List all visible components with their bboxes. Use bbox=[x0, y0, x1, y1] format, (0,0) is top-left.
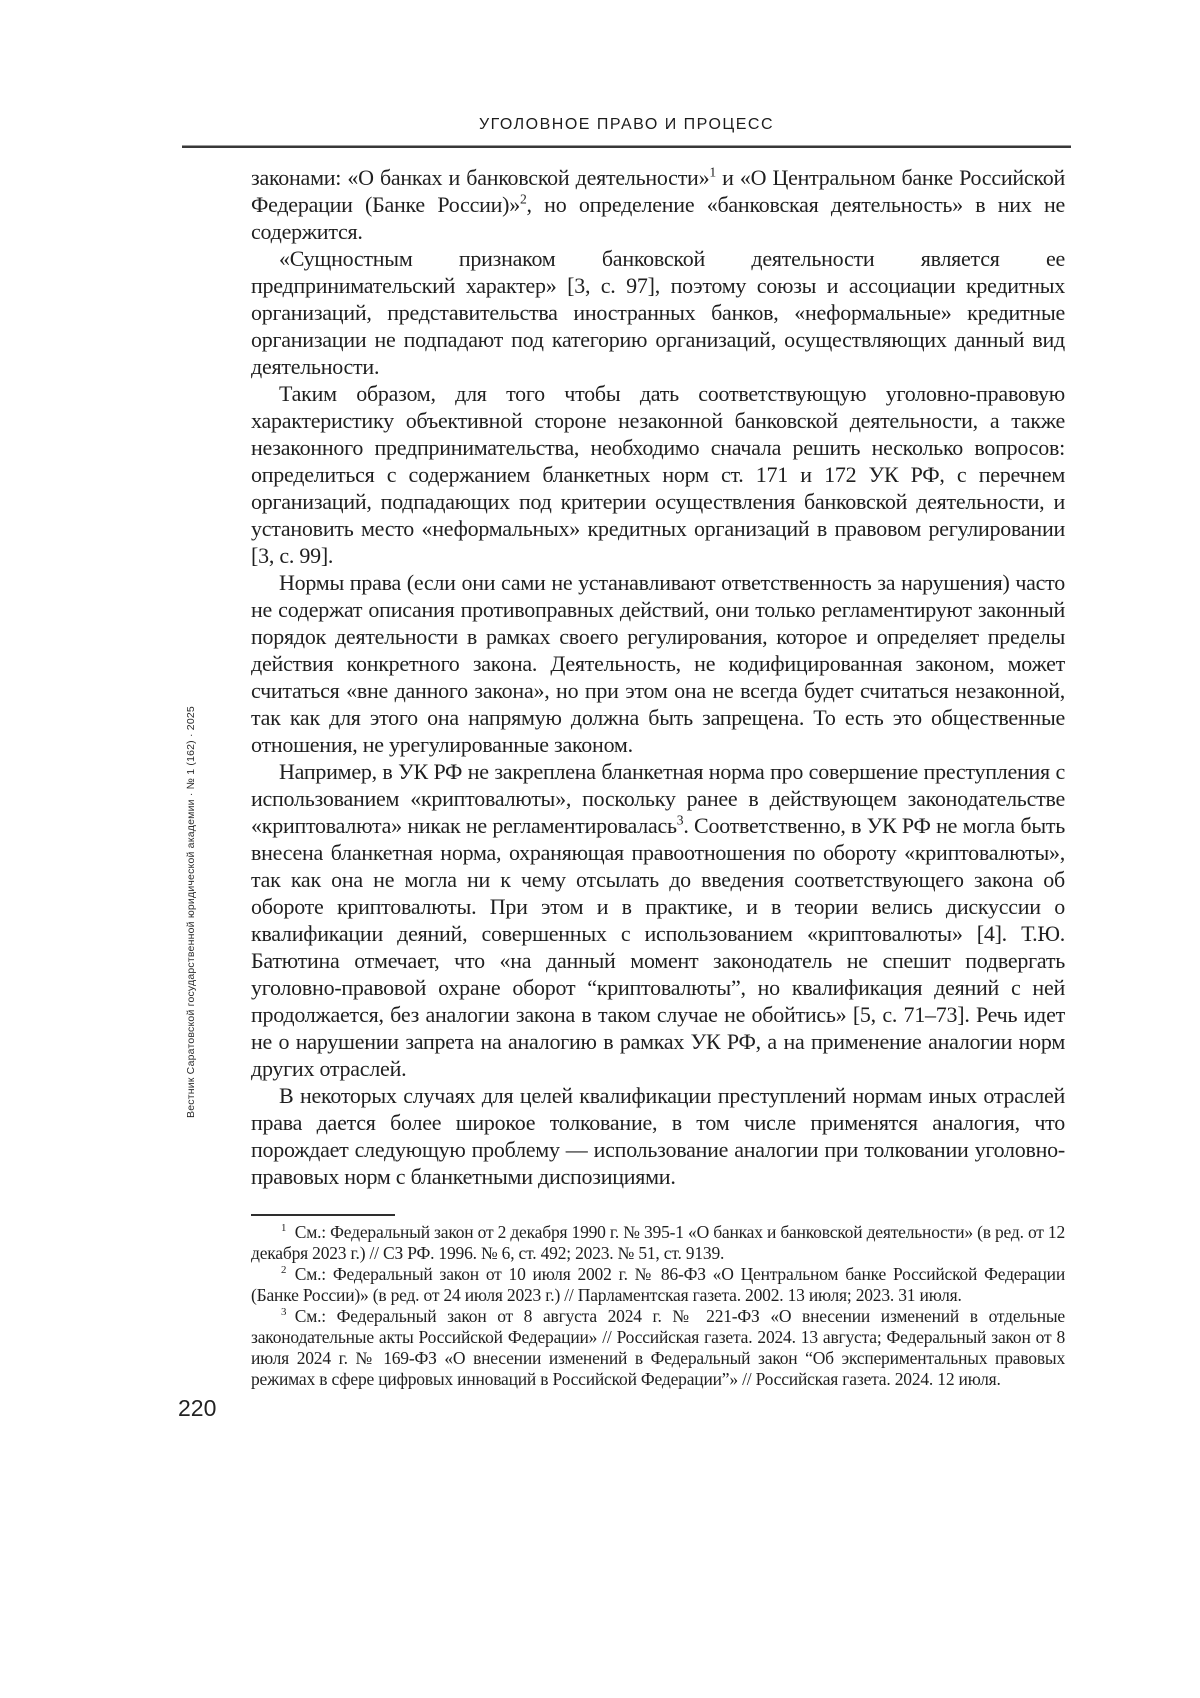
journal-title-vertical: Вестник Саратовской государственной юридической академии · № 1 (162) · 2025 bbox=[185, 706, 197, 1118]
footnotes-list bbox=[251, 1222, 1065, 1390]
footnote-item: $^2$ См.: Федеральный закон от 10 июля 2002 г. № 86-ФЗ «О Центральном банке Российской Федерации (Банке России)» (в ред. от 24 июля 2023 г.) // Парламентская газета. 2002. 13 июля; 2023. 31 июля. bbox=[251, 1264, 1065, 1305]
footnote-number: 1 bbox=[281, 1222, 287, 1235]
footnote-number: 3 bbox=[281, 1306, 287, 1319]
paragraph: «Сущностным признаком банковской деятельности является ее предпринимательский характер» [3, с. 97], поэтому союзы и ассоциации кредитных организаций, представительства иностранных банков, «неформальные» кредитные организации не подпадают под категорию организаций, осуществляющих данный вид деятельности. bbox=[251, 246, 1065, 379]
footnote-ref: 3 bbox=[676, 812, 684, 828]
footnote-item: $^1$ См.: Федеральный закон от 2 декабря 1990 г. № 395-1 «О банках и банковской деятельности» (в ред. от 12 декабря 2023 г.) // СЗ РФ. 1996. № 6, ст. 492; 2023. № 51, ст. 9139. bbox=[251, 1222, 1065, 1263]
paragraph: В некоторых случаях для целей квалификации преступлений нормам иных отраслей права дается более широкое толкование, в том числе применятся аналогия, что порождает следующую проблему — использование аналогии при толковании уголовно-правовых норм с бланкетными диспозициями. bbox=[251, 1083, 1065, 1189]
footnote-ref: 2 bbox=[519, 191, 527, 207]
footnote-separator bbox=[251, 1214, 395, 1216]
body-text bbox=[251, 164, 1065, 1210]
paragraph: Нормы права (если они сами не устанавливают ответственность за нарушения) часто не содержат описания противоправных действий, они только регламентируют законный порядок деятельности в рамках своего регулирования, которое и определяет пределы действия конкретного закона. Деятельность, не кодифицированная законом, может считаться «вне данного закона», но при этом она не всегда будет считаться незаконной, так как для этого она напрямую должна быть запрещена. То есть это общественные отношения, не урегулированные законом. bbox=[251, 570, 1065, 757]
footnote-ref: 1 bbox=[709, 164, 716, 180]
header-rule bbox=[182, 145, 1071, 148]
page-number: 220 bbox=[178, 1395, 217, 1421]
running-head: УГОЛОВНОЕ ПРАВО И ПРОЦЕСС bbox=[478, 116, 775, 133]
paragraph: Например, в УК РФ не закреплена бланкетная норма про совершение преступления с использованием «криптовалюты», поскольку ранее в действующем законодательстве «криптовалюта» никак не регламентировалась$^3$. Соответственно, в УК РФ не могла быть внесена бланкетная норма, охраняющая правоотношения по обороту «криптовалюты», так как она не могла ни к чему отсылать до введения соответствующего закона об обороте криптовалюты. При этом и в практике, и в теории велись дискуссии о квалификации деяний, совершенных с использованием «криптовалюты» [4]. Т.Ю. Батютина отмечает, что «на данный момент законодатель не спешит подвергать уголовно-правовой охране оборот “криптовалюты”, но квалификация деяний с ней продолжается, без аналогии закона в таком случае не обойтись» [5, с. 71–73]. Речь идет не о нарушении запрета на аналогию в рамках УК РФ, а на применение аналогии норм других отраслей. bbox=[251, 759, 1065, 1081]
paragraph: законами: «О банках и банковской деятельности»$^1$ и «О Центральном банке Российской Федерации (Банке России)»$^2$, но определение «банковская деятельность» в них не содержится. bbox=[251, 164, 1065, 244]
paragraph: Таким образом, для того чтобы дать соответствующую уголовно-правовую характеристику объективной стороне незаконной банковской деятельности, а также незаконного предпринимательства, необходимо сначала решить несколько вопросов: определиться с содержанием бланкетных норм ст. 171 и 172 УК РФ, с перечнем организаций, подпадающих под критерии осуществления банковской деятельности, и установить место «неформальных» кредитных организаций в правовом регулировании [3, с. 99]. bbox=[251, 381, 1065, 568]
footnote-number: 2 bbox=[281, 1264, 287, 1277]
footnote-item: $^3$ См.: Федеральный закон от 8 августа 2024 г. № 221-ФЗ «О внесении изменений в отдельные законодательные акты Российской Федерации» // Российская газета. 2024. 13 августа; Федеральный закон от 8 июля 2024 г. № 169-ФЗ «О внесении изменений в Федеральный закон “Об экспериментальных правовых режимах в сфере цифровых инноваций в Российской Федерации”» // Российская газета. 2024. 12 июля. bbox=[251, 1306, 1065, 1389]
